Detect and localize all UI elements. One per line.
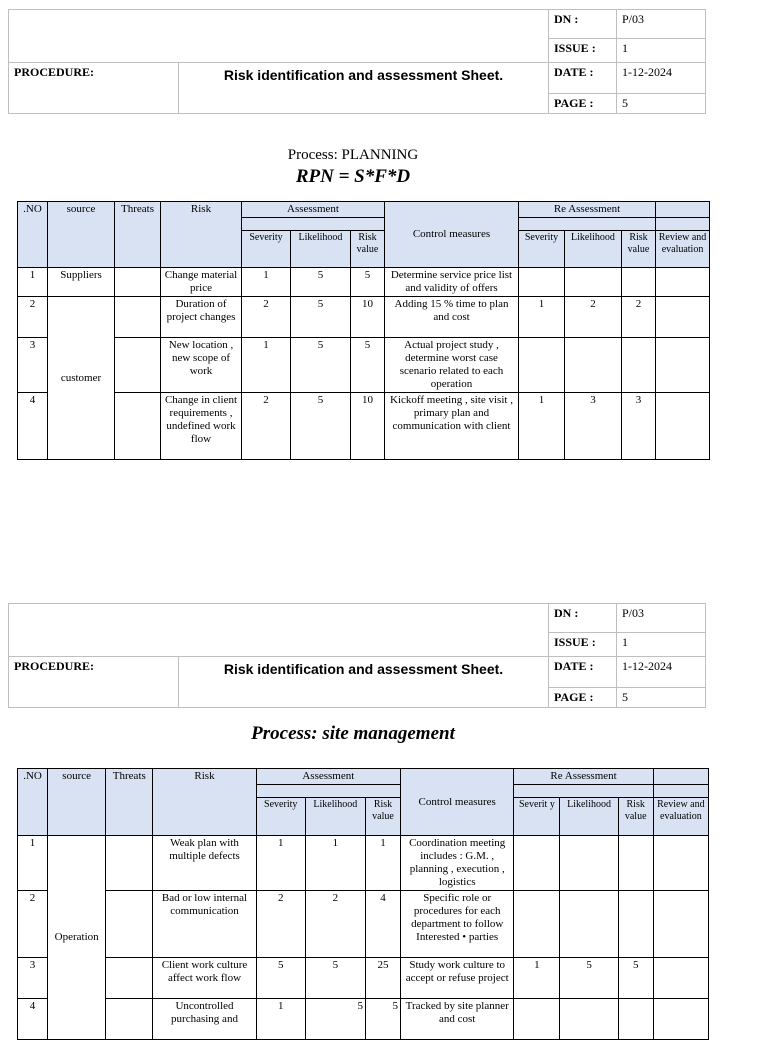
table-row: 1 Suppliers Change material price 1 5 5 Determine service price list and validity of offers: [18, 268, 710, 297]
document-header-2: [8, 603, 706, 708]
table-row: 2 Bad or low internal communication 2 2 4 Specific role or procedures for each department to follow Interested • parties: [18, 891, 709, 958]
table-row: 2 customer Duration of project changes 2 5 10 Adding 15 % time to plan and cost 1 2 2: [18, 297, 710, 338]
col-likelihood: Likelihood: [305, 798, 365, 836]
procedure-label: PROCEDURE:: [9, 657, 179, 708]
page-label: PAGE :: [549, 94, 617, 114]
risk-table-planning: [17, 201, 710, 460]
col-assessment: Assessment: [242, 202, 385, 218]
col-review: Review and evaluation: [656, 231, 710, 268]
table-row: 4 Uncontrolled purchasing and 1 5 5 Tracked by site planner and cost: [18, 999, 709, 1040]
col-reassessment: Re Assessment: [519, 202, 656, 218]
risk-table-site-management: [17, 768, 709, 1040]
col-re-risk-value: Risk value: [618, 798, 653, 836]
dn-label: DN :: [549, 604, 617, 633]
col-reassessment: Re Assessment: [514, 769, 653, 785]
col-severity: Severity: [242, 231, 291, 268]
col-threats: Threats: [115, 202, 161, 268]
source-customer: customer: [48, 297, 115, 460]
col-re-likelihood: Likelihood: [565, 231, 622, 268]
dn-value: P/03: [617, 604, 706, 633]
sheet-title: Risk identification and assessment Sheet.: [179, 657, 549, 708]
col-re-severity: Severity: [519, 231, 565, 268]
table-row: 3 New location , new scope of work 1 5 5 Actual project study , determine worst case scenario related to each operation: [18, 338, 710, 393]
table-row: 4 Change in client requirements , undefined work flow 2 5 10 Kickoff meeting , site visit , primary plan and communication with client 1 3 3: [18, 393, 710, 460]
col-assessment: Assessment: [256, 769, 400, 785]
issue-value: 1: [617, 633, 706, 657]
date-label: DATE :: [549, 657, 617, 688]
col-no: .NO: [18, 769, 48, 836]
col-source: source: [48, 769, 106, 836]
issue-label: ISSUE :: [549, 39, 617, 63]
col-re-risk-value: Risk value: [622, 231, 656, 268]
document-header: [8, 9, 706, 114]
sheet-title: Risk identification and assessment Sheet.: [179, 63, 549, 114]
col-threats: Threats: [106, 769, 153, 836]
process-title: Process: PLANNING: [287, 147, 419, 163]
issue-label: ISSUE :: [549, 633, 617, 657]
source-operation: Operation: [48, 836, 106, 1040]
col-risk: Risk: [161, 202, 242, 268]
col-likelihood: Likelihood: [291, 231, 351, 268]
col-source: source: [48, 202, 115, 268]
dn-value: P/03: [617, 10, 706, 39]
date-value: 1-12-2024: [617, 63, 706, 94]
col-review: Review and evaluation: [653, 798, 708, 836]
issue-value: 1: [617, 39, 706, 63]
date-value: 1-12-2024: [617, 657, 706, 688]
page-value: 5: [617, 688, 706, 708]
date-label: DATE :: [549, 63, 617, 94]
dn-label: DN :: [549, 10, 617, 39]
col-risk-value: Risk value: [365, 798, 400, 836]
rpn-formula: RPN = S*F*D: [295, 166, 411, 187]
table-row: 3 Client work culture affect work flow 5 5 25 Study work culture to accept or refuse project 1 5 5: [18, 958, 709, 999]
col-control-measures: Control measures: [401, 769, 514, 836]
col-severity: Severity: [256, 798, 305, 836]
page-label: PAGE :: [549, 688, 617, 708]
col-risk-value: Risk value: [351, 231, 385, 268]
col-no: .NO: [18, 202, 48, 268]
table-row: 1 Operation Weak plan with multiple defects 1 1 1 Coordination meeting includes : G.M. , planning , execution , logistics: [18, 836, 709, 891]
col-re-severity: Severit y: [514, 798, 560, 836]
page-value: 5: [617, 94, 706, 114]
process-title-2: Process: site management: [251, 723, 455, 744]
procedure-label: PROCEDURE:: [9, 63, 179, 114]
col-control-measures: Control measures: [385, 202, 519, 268]
col-risk: Risk: [153, 769, 256, 836]
col-re-likelihood: Likelihood: [560, 798, 618, 836]
